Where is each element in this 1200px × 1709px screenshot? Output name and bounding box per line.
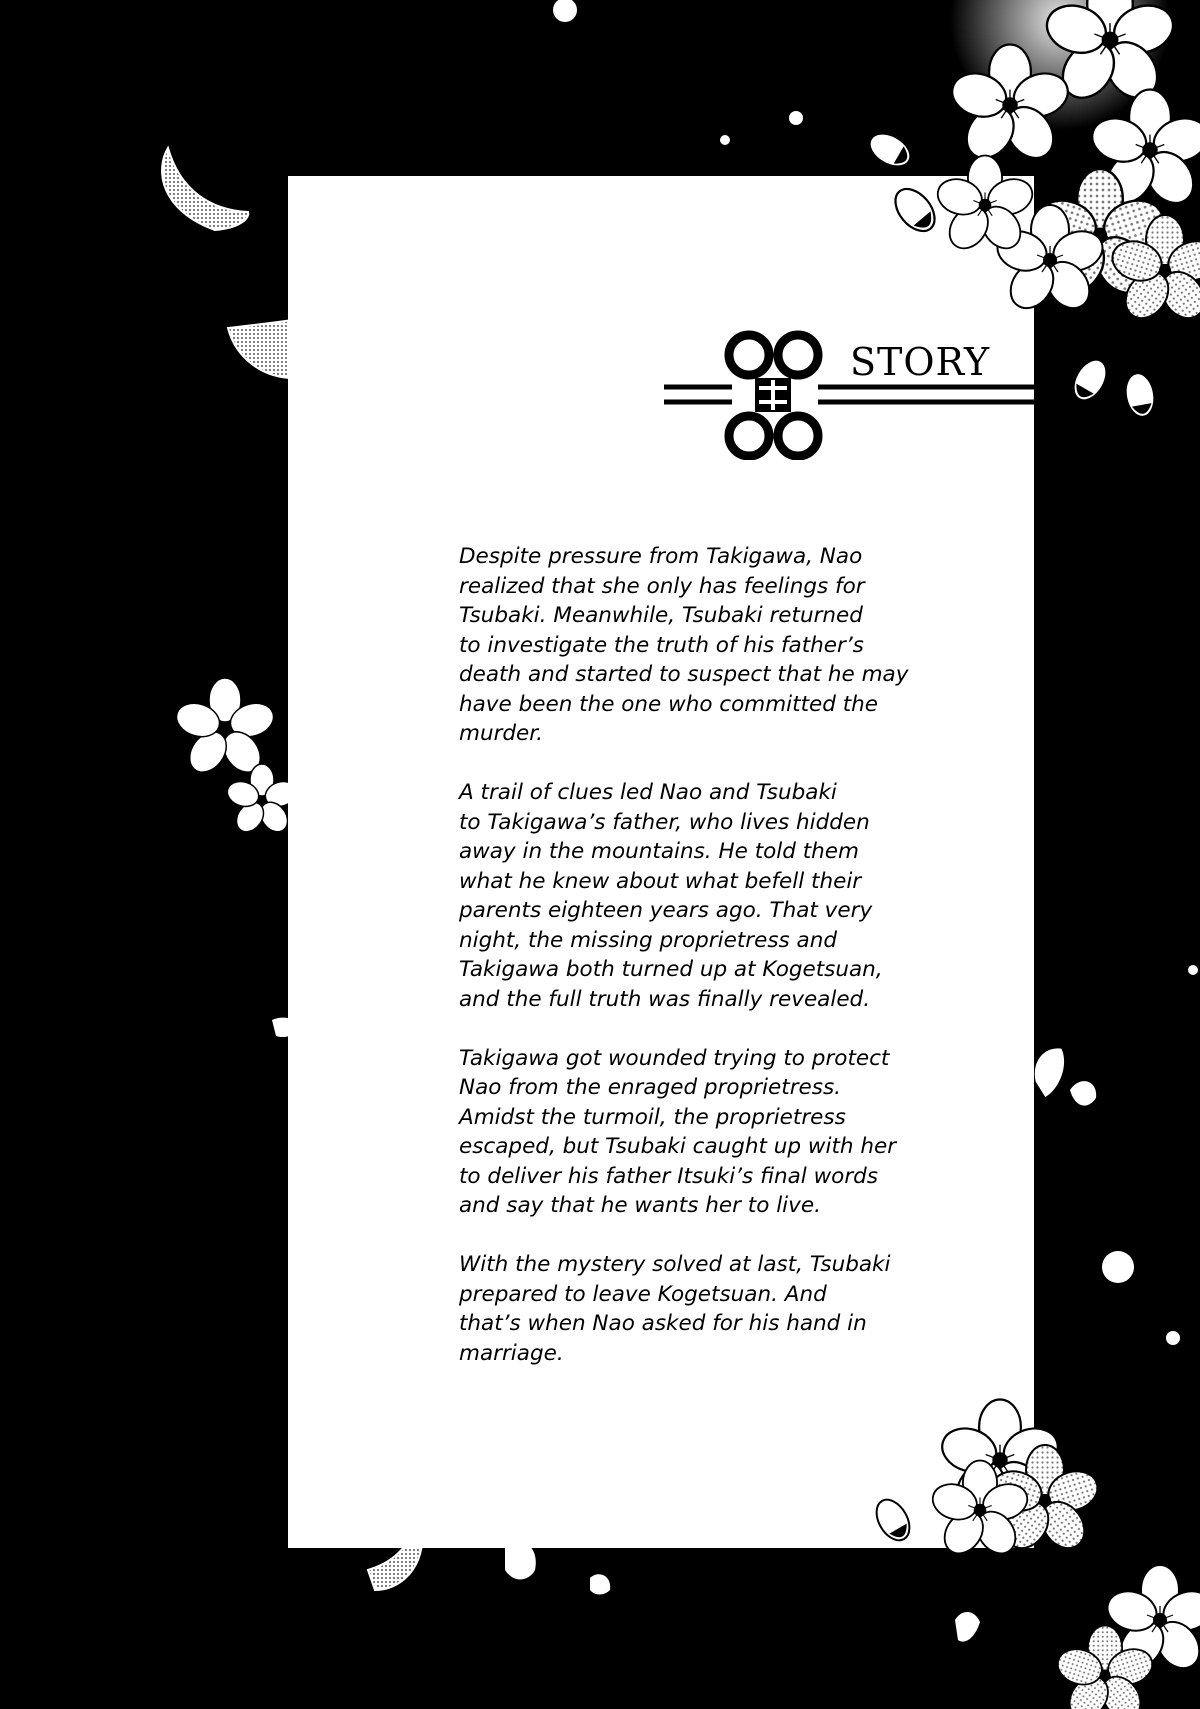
story-paragraph: Despite pressure from Takigawa, Nao realized that she only has feelings for Tsubaki. Meanwhile, Tsubaki returned to investigate the truth of his father’s death and started to suspect that he may have been the one who committed the murder. bbox=[459, 544, 909, 746]
glow-decoration bbox=[950, 0, 1170, 130]
snow-dot-icon bbox=[789, 111, 803, 125]
petal-icon bbox=[590, 1574, 610, 1594]
story-paragraph: A trail of clues led Nao and Tsubaki to Takigawa’s father, who lives hidden away in the mountains. He told them what he knew about what befell their parents eighteen years ago. That very night, the missing proprietress and Takigawa both turned up at Kogetsuan, and the full truth was finally revealed. bbox=[459, 780, 883, 1012]
story-text bbox=[459, 542, 919, 1398]
petal-icon bbox=[162, 148, 248, 230]
petal-icon bbox=[1034, 1048, 1065, 1098]
snow-dot-icon bbox=[1102, 1251, 1134, 1283]
snow-dot-icon bbox=[720, 135, 730, 145]
snow-dot-icon bbox=[553, 0, 577, 22]
petal-icon bbox=[1070, 1081, 1096, 1105]
story-paragraph: With the mystery solved at last, Tsubaki prepared to leave Kogetsuan. And that’s when Nao asked for his hand in marriage. bbox=[459, 1252, 891, 1366]
snow-dot-icon bbox=[1166, 1331, 1180, 1345]
story-paragraph: Takigawa got wounded trying to protect Nao from the enraged proprietress. Amidst the turmoil, the proprietress escaped, but Tsubaki caught up with her to deliver his father Itsuki’s final words and say that he wants her to live. bbox=[459, 1045, 897, 1218]
petal-icon bbox=[955, 1612, 980, 1642]
snow-dot-icon bbox=[1188, 965, 1198, 975]
page-title: STORY bbox=[850, 340, 991, 384]
